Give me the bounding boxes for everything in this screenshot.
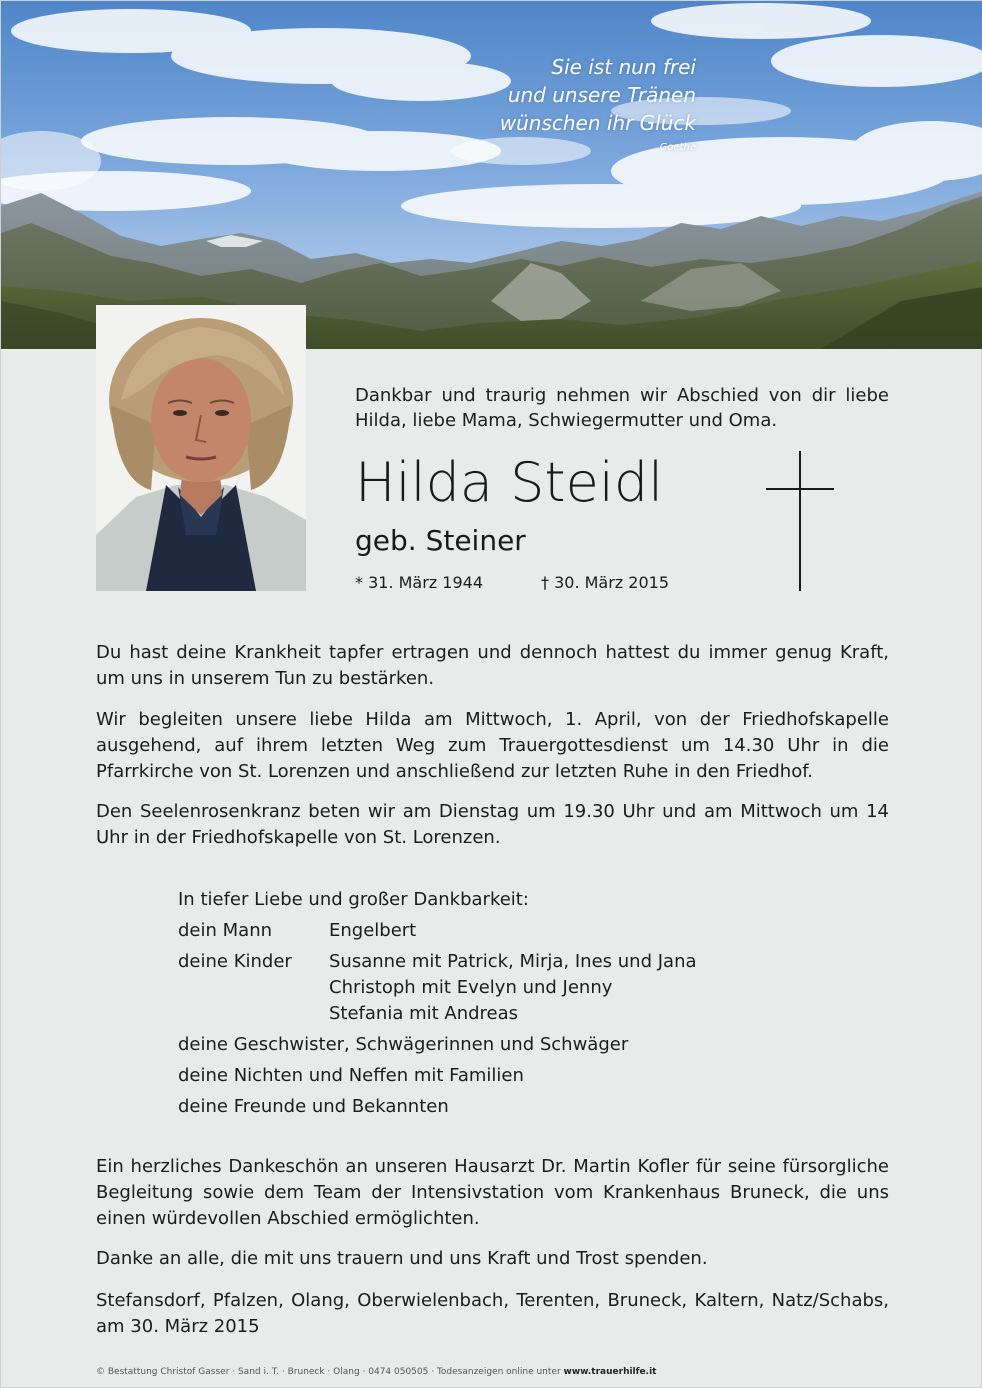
mourner-group: deine Freunde und Bekannten (178, 1096, 449, 1117)
paragraph-thanks-all: Danke an alle, die mit uns trauern und uns Kraft und Trost spenden. (96, 1248, 708, 1269)
death-date: † 30. März 2015 (541, 573, 670, 592)
quote-line: und unsere Tränen (507, 83, 696, 107)
mourner-row-husband (178, 918, 878, 944)
maiden-name: geb. Steiner (355, 524, 526, 557)
paragraph-funeral: Wir begleiten unsere liebe Hilda am Mittwoch, 1. April, von der Friedhofskapelle ausgehend, auf ihrem letzten Weg zum Trauergottesdienst um 14.30 Uhr in die Pfarrkirche von St. Lorenzen und anschließend zur letzten Ruhe in den Friedhof. (96, 709, 889, 782)
mourner-name: Susanne mit Patrick, Mirja, Ines und Jana (329, 951, 697, 972)
mourner-name: Engelbert (329, 920, 417, 941)
footer (96, 1365, 656, 1379)
paragraph-illness: Du hast deine Krankheit tapfer ertragen und dennoch hattest du immer genug Kraft, um uns in unserem Tun zu bestärken. (96, 642, 889, 689)
mourner-group: deine Geschwister, Schwägerinnen und Schwäger (178, 1034, 629, 1055)
relation-label: dein Mann (178, 920, 273, 941)
places-and-date: Stefansdorf, Pfalzen, Olang, Oberwielenbach, Terenten, Bruneck, Kaltern, Natz/Schabs, am 30. März 2015 (96, 1290, 889, 1337)
paragraph-rosary: Den Seelenrosenkranz beten wir am Dienstag um 19.30 Uhr und am Mittwoch um 14 Uhr in der Friedhofskapelle von St. Lorenzen. (96, 801, 889, 848)
footer-text: © Bestattung Christof Gasser · Sand i. T. · Bruneck · Olang · 0474 050505 · Todesanzeigen online unter (96, 1367, 561, 1377)
relation-label: deine Kinder (178, 951, 292, 972)
quote-author: Goethe (659, 142, 696, 153)
quote-line: wünschen ihr Glück (499, 111, 696, 135)
mourner-name: Christoph mit Evelyn und Jenny (329, 977, 613, 998)
quote (500, 53, 696, 155)
mountain-banner-image (1, 1, 982, 349)
quote-line: Sie ist nun frei (551, 55, 696, 79)
relation-names (329, 918, 416, 944)
birth-date: * 31. März 1944 (355, 573, 484, 592)
paragraph-thanks-doctor: Ein herzliches Dankeschön an unseren Hausarzt Dr. Martin Kofler für seine fürsorgliche Begleitung sowie dem Team der Intensivstation vom Krankenhaus Bruneck, die uns einen würdevollen Abschied ermöglichten. (96, 1156, 889, 1229)
relation-names (329, 949, 697, 1027)
mourner-row-children (178, 949, 878, 1027)
intro-text: Dankbar und traurig nehmen wir Abschied von dir liebe Hilda, liebe Mama, Schwiegermutter und Oma. (355, 385, 889, 431)
mourner-name: Stefania mit Andreas (329, 1003, 519, 1024)
mourners-heading: In tiefer Liebe und großer Dankbarkeit: (178, 889, 529, 910)
portrait-photo (96, 305, 306, 591)
cross-icon (766, 451, 834, 591)
mourners-list (178, 887, 878, 1120)
deceased-name: Hilda Steidl (355, 451, 664, 514)
mourner-group: deine Nichten und Neffen mit Familien (178, 1065, 524, 1086)
footer-link[interactable]: www.trauerhilfe.it (563, 1367, 657, 1377)
